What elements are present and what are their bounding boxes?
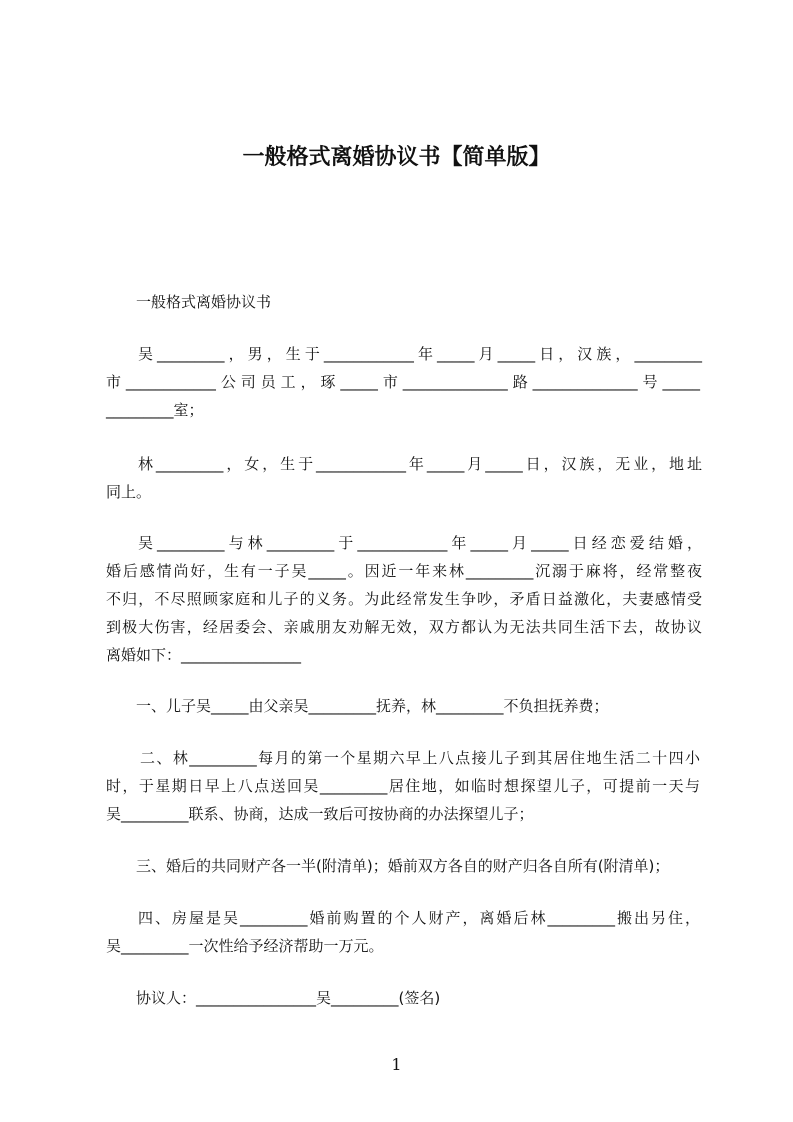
- clause-line: 二、林_________每月的第一个星期六早上八点接儿子到其居住地生活二十四小: [140, 749, 700, 767]
- signature-line: 协议人：________________吴_________(签名): [136, 989, 441, 1007]
- clause-line: 一、儿子吴_____由父亲吴_________抚养，林_________不负担抚养费；: [136, 697, 609, 715]
- paragraph-line: 吴_________，男，生于____________年_____月_____日，汉族，_________: [138, 345, 702, 363]
- paragraph-line: 市____________公司员工，琢_____市______________路______________号_____: [106, 373, 700, 391]
- clause-line: 吴_________联系、协商，达成一致后可按协商的办法探望儿子；: [106, 805, 534, 823]
- paragraph-line: 不归，不尽照顾家庭和儿子的义务。为此经常发生争吵，矛盾日益激化，夫妻感情受: [106, 590, 702, 608]
- paragraph-line: 到极大伤害，经居委会、亲戚朋友劝解无效，双方都认为无法共同生活下去，故协议: [106, 618, 702, 636]
- clause-line: 吴_________一次性给予经济帮助一万元。: [106, 937, 384, 955]
- paragraph-line: _________室；: [106, 401, 204, 419]
- paragraph-line: 同上。: [106, 483, 152, 501]
- paragraph-line: 林_________，女，生于____________年_____月_____日，汉族，无业，地址: [138, 455, 702, 473]
- document-title: 一般格式离婚协议书【简单版】: [242, 145, 551, 170]
- page-number: 1: [391, 1055, 402, 1074]
- clause-line: 时，于星期日早上八点送回吴_________居住地，如临时想探望儿子，可提前一天与: [106, 777, 700, 795]
- paragraph-line: 婚后感情尚好，生有一子吴_____。因近一年来林_________沉溺于麻将，经常整夜: [106, 562, 702, 580]
- paragraph-line: 吴_________与林_________于____________年_____月_____日经恋爱结婚，: [138, 534, 702, 552]
- document-subtitle: 一般格式离婚协议书: [136, 293, 272, 311]
- clause-line: 三、婚后的共同财产各一半(附清单)；婚前双方各自的财产归各自所有(附清单)；: [136, 857, 670, 875]
- paragraph-line: 离婚如下：________________: [106, 646, 302, 664]
- clause-line: 四、房屋是吴_________婚前购置的个人财产，离婚后林_________搬出另住，: [138, 909, 700, 927]
